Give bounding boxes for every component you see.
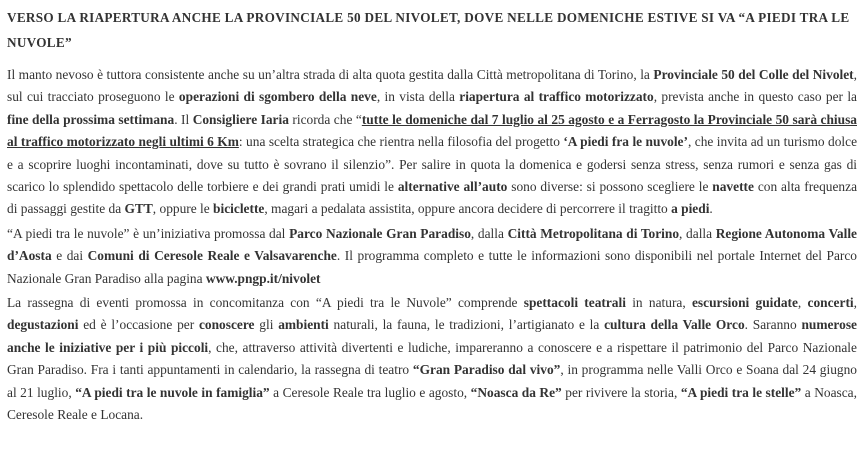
text-segment: , dalla [470,225,508,241]
text-segment: concerti [807,295,854,311]
text-segment: . Saranno [744,317,802,333]
text-segment: ricorda che “ [288,111,362,127]
text-segment: spettacoli teatrali [523,295,626,311]
text-segment: ambienti [278,317,329,333]
text-segment: , sul cui tracciato proseguono le [7,67,858,105]
text-segment: biciclette [213,201,265,217]
text-segment: Il manto nevoso è tuttora consistente anche su un’altra strada di alta quota gestita dalla Città metropolitana di Torino, la [7,67,654,82]
text-segment: e dai [51,248,88,264]
text-segment: a piedi [671,201,710,217]
text-segment: , magari a pedalata assistita, oppure ancora decidere di percorrere il tragitto [264,201,672,217]
text-segment: escursioni guidate [691,295,798,311]
text-segment: , [797,295,808,311]
text-segment: “A piedi tra le nuvole in famiglia” [75,384,270,400]
text-segment: naturali, la fauna, le tradizioni, l’artigianato e la [328,317,605,333]
text-segment: , in vista della [376,89,460,105]
text-segment: alternative all’auto [397,179,508,195]
text-segment: , in programma nelle Valli Orco e Soana dal 24 giugno al 21 luglio, [7,362,858,400]
text-segment: cultura della Valle Orco [604,317,745,333]
text-segment: , dalla [679,225,716,241]
text-segment: , che invita ad un turismo dolce e a scoprire luoghi incontaminati, dove su tutto è sovrano il silenzio”. Per salire in quota la domenica e godersi senza stress, senza rumori e senza gas di scarico lo splendido spettacolo delle torbiere e dei grandi prati umidi le [7,134,858,195]
text-segment: “A piedi tra le stelle” [680,384,802,400]
text-segment: gli [254,317,279,333]
text-segment: a Noasca, Ceresole Reale e Locana. [7,384,857,423]
text-segment: riapertura al traffico motorizzato [459,89,654,105]
paragraph [7,64,857,221]
text-segment: . Il [174,111,193,127]
text-segment: degustazioni [7,317,79,333]
text-segment: Provinciale 50 del Colle del Nivolet [653,67,854,82]
text-segment: , oppure le [152,201,214,217]
text-segment: . [709,201,713,217]
text-segment: sono diverse: si possono scegliere le [507,179,713,195]
text-segment: La rassegna di eventi promossa in concomitanza con “A piedi tra le Nuvole” comprende [7,295,524,311]
text-segment: Regione Autonoma Valle d’Aosta [7,225,857,264]
text-segment: , [853,295,857,311]
text-segment: “Noasca da Re” [470,384,562,400]
article-heading: VERSO LA RIAPERTURA ANCHE LA PROVINCIALE 50 DEL NIVOLET, DOVE NELLE DOMENICHE ESTIVE SI VA “A PIEDI TRA LE NUVOLE” [7,10,850,50]
text-segment: “A piedi tra le nuvole” è un’iniziativa promossa dal [7,225,290,241]
text-segment: ed è l’occasione per [78,317,199,333]
text-segment: Parco Nazionale Gran Paradiso [289,225,471,241]
text-segment: numerose anche le iniziative per i più piccoli [7,317,857,355]
text-segment: GTT [124,201,153,217]
website-url: www.pngp.it/nivolet [205,270,321,286]
text-segment: Consigliere Iaria [192,111,289,127]
text-segment: conoscere [198,317,255,333]
text-segment: navette [712,179,754,195]
text-segment: , prevista anche in questo caso per la [653,89,857,105]
text-segment: “Gran Paradiso dal vivo” [412,362,561,378]
text-segment: , che, attraverso attività divertenti e ludiche, impareranno a conoscere e a rispettare il patrimonio del Parco Nazionale Gran Paradiso. Fra i tanti appuntamenti in calendario, la rassegna di teatro [7,339,857,378]
text-segment: . Il programma completo e tutte le informazioni sono disponibili nel portale Internet del Parco Nazionale Gran Paradiso alla pagina [7,248,857,286]
text-segment: a Ceresole Reale tra luglio e agosto, [269,384,471,400]
text-segment: operazioni di sgombero della neve [178,89,377,105]
text-segment: per rivivere la storia, [561,384,681,400]
text-segment: fine della prossima settimana [7,111,175,127]
text-segment: in natura, [625,295,692,311]
text-segment: Città Metropolitana di Torino [507,225,680,241]
text-segment: ‘A piedi fra le nuvole’ [563,134,688,150]
paragraph [7,292,857,426]
text-segment: Comuni di Ceresole Reale e Valsavarenche [87,248,337,264]
text-segment: : una scelta strategica che rientra nella filosofia del progetto [238,134,564,150]
paragraph [7,223,857,290]
article-body [7,64,857,427]
text-segment: con alta frequenza di passaggi gestite da [7,179,858,217]
text-segment: tutte le domeniche dal 7 luglio al 25 agosto e a Ferragosto la Provinciale 50 sarà chiusa al traffico motorizzato negli ultimi 6 Km [7,111,857,150]
